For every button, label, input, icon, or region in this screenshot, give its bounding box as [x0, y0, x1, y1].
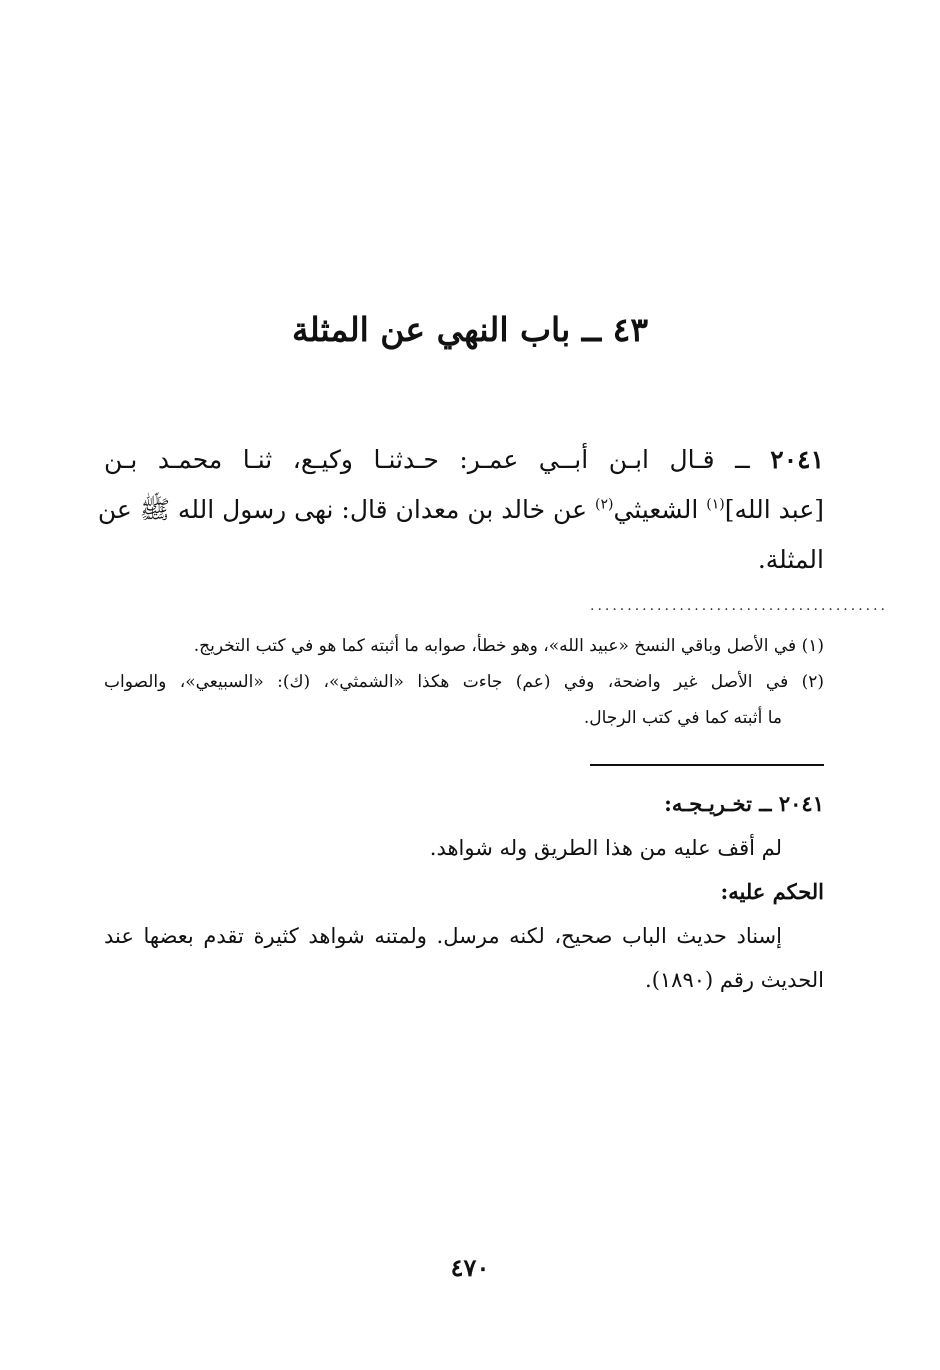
- takhrij-section: [104, 782, 824, 1002]
- hukm-heading: الحكم عليه:: [720, 879, 824, 904]
- takhrij-text: لم أقف عليه من هذا الطريق وله شواهد.: [429, 836, 782, 860]
- hadith-bracketed-name: [عبد الله]: [724, 495, 824, 524]
- hadith-narrator-name: الشعيثي: [613, 495, 699, 524]
- footnote-ref-1[interactable]: (١): [706, 496, 725, 513]
- hadith-line-1-text: ــ قـال ابـن أبــي عمـر: حـدثنـا وكيـع، ثنـا محمـد بـن: [104, 445, 750, 474]
- footnote-2: [104, 664, 824, 736]
- section-rule: [590, 764, 824, 766]
- hadith-line-1: [104, 435, 824, 485]
- footnote-2-line-1: (٢) في الأصل غير واضحة، وفي (عم) جاءت هكذا «الشمثي»، (ك): «السبيعي»، والصواب: [104, 672, 824, 692]
- footnote-2-line-2: ما أثبته كما في كتب الرجال.: [583, 708, 782, 728]
- footnote-dotted-separator: ........................................: [590, 598, 889, 614]
- footnote-1-line-1: (١) في الأصل وباقي النسخ «عبيد الله»، وهو خطأ، صوابه ما أثبته كما هو في كتب التخريج.: [193, 636, 824, 656]
- page-number: ٤٧٠: [450, 1253, 490, 1282]
- footnote-ref-2[interactable]: (٢): [594, 496, 614, 513]
- takhrij-heading: ٢٠٤١ ــ تخـريـجـه:: [664, 791, 824, 816]
- footnotes: [104, 628, 824, 736]
- hadith-line-3: المثلة.: [757, 545, 824, 574]
- footnote-1: [104, 628, 824, 664]
- hadith-line-2: [97, 485, 824, 535]
- hadith-number: ٢٠٤١: [770, 445, 824, 474]
- hukm-line-1: إسناد حديث الباب صحيح، لكنه مرسل. ولمتنه شواهد كثيرة تقدم بعضها عند: [104, 924, 782, 948]
- hukm-line-2: الحديث رقم (١٨٩٠).: [645, 968, 824, 992]
- chapter-title: ٤٣ ــ باب النهي عن المثلة: [291, 310, 649, 349]
- hadith-paragraph: [97, 435, 824, 585]
- hadith-line-2-text: عن خالد بن معدان قال: نهى رسول الله ﷺ عن: [97, 495, 588, 524]
